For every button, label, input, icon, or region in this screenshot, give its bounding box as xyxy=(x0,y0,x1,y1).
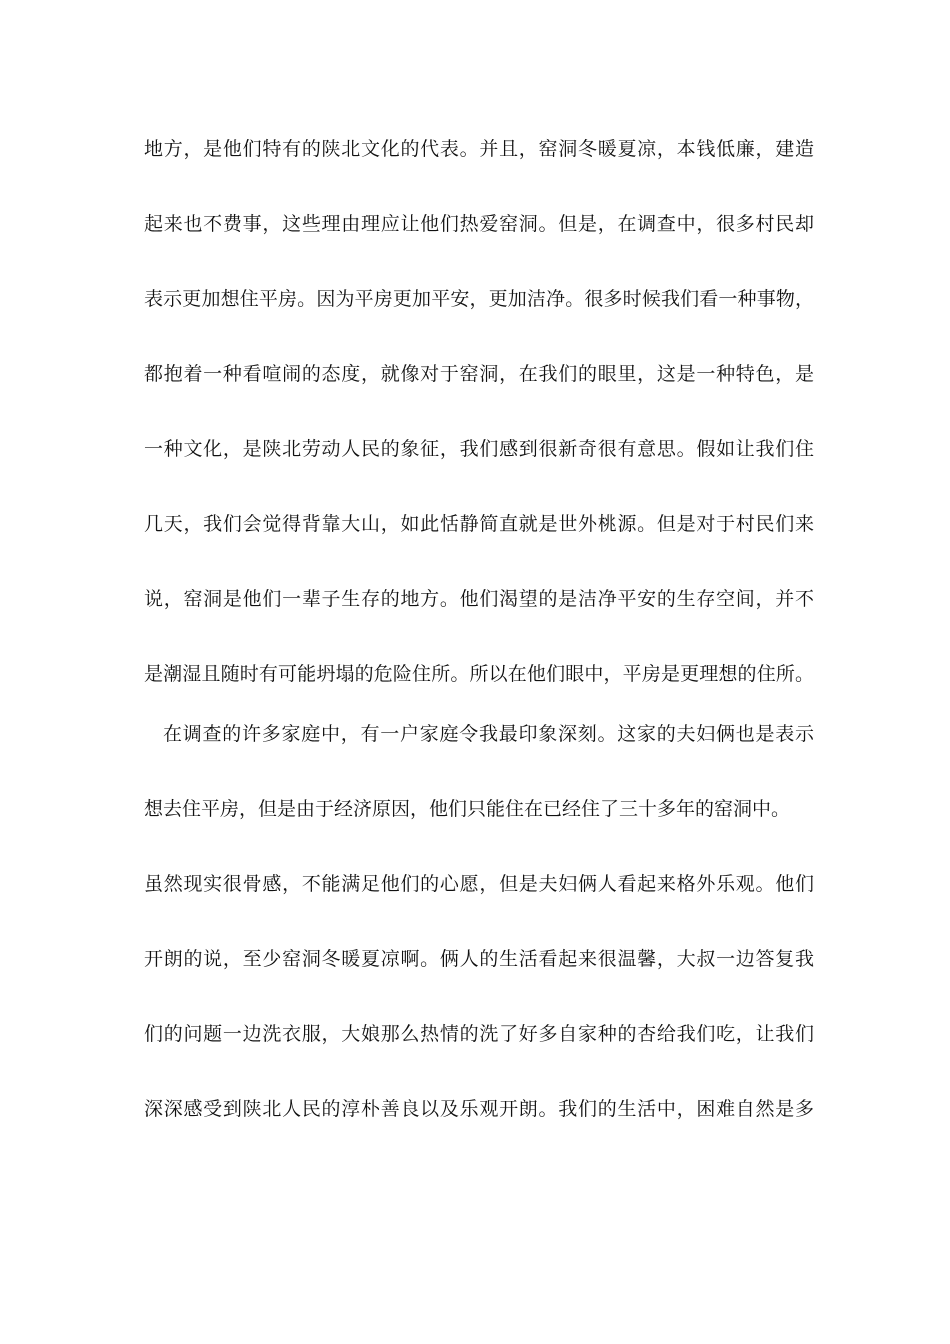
paragraph-line: 一种文化，是陕北劳动人民的象征，我们感到很新奇很有意思。假如让我们住 xyxy=(144,438,814,460)
paragraph-line: 深深感受到陕北人民的淳朴善良以及乐观开朗。我们的生活中，困难自然是多 xyxy=(144,1098,814,1120)
paragraph-line: 起来也不费事，这些理由理应让他们热爱窑洞。但是，在调查中，很多村民却 xyxy=(144,213,814,235)
paragraph-line: 地方，是他们特有的陕北文化的代表。并且，窑洞冬暖夏凉，本钱低廉，建造 xyxy=(144,138,814,160)
paragraph-line: 虽然现实很骨感，不能满足他们的心愿，但是夫妇俩人看起来格外乐观。他们 xyxy=(144,873,814,895)
paragraph-line: 开朗的说，至少窑洞冬暖夏凉啊。俩人的生活看起来很温馨，大叔一边答复我 xyxy=(144,948,814,970)
paragraph-line: 是潮湿且随时有可能坍塌的危险住所。所以在他们眼中，平房是更理想的住所。 xyxy=(144,663,814,685)
paragraph-line: 想去住平房，但是由于经济原因，他们只能住在已经住了三十多年的窑洞中。 xyxy=(144,798,791,820)
paragraph-line: 们的问题一边洗衣服，大娘那么热情的洗了好多自家种的杏给我们吃，让我们 xyxy=(144,1023,814,1045)
paragraph-line: 表示更加想住平房。因为平房更加平安，更加洁净。很多时候我们看一种事物， xyxy=(144,288,814,310)
paragraph-line: 几天，我们会觉得背靠大山，如此恬静简直就是世外桃源。但是对于村民们来 xyxy=(144,513,814,535)
paragraph-line: 都抱着一种看喧闹的态度，就像对于窑洞，在我们的眼里，这是一种特色，是 xyxy=(144,363,814,385)
paragraph-line: 说，窑洞是他们一辈子生存的地方。他们渴望的是洁净平安的生存空间，并不 xyxy=(144,588,814,610)
paragraph-first-line: 在调查的许多家庭中，有一户家庭令我最印象深刻。这家的夫妇俩也是表示 xyxy=(163,723,814,745)
